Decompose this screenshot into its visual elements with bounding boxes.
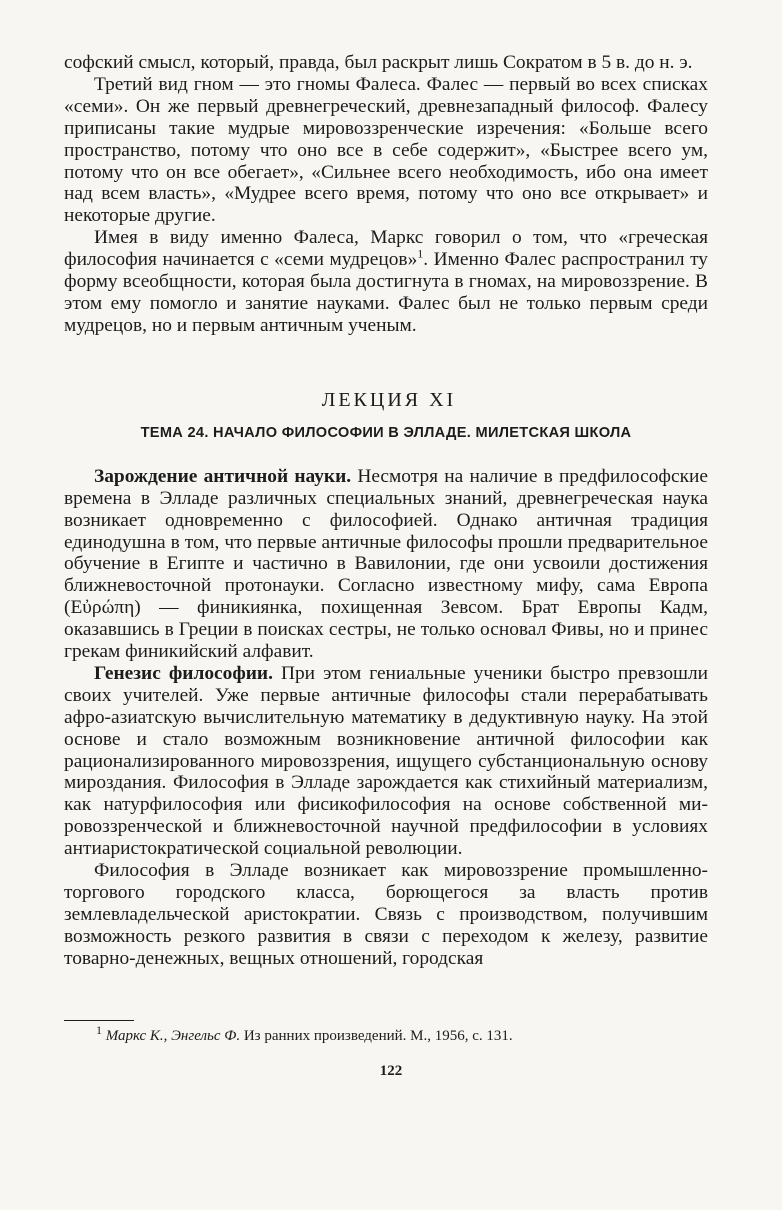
- theme-heading: ТЕМА 24. НАЧАЛО ФИЛОСОФИИ В ЭЛЛАДЕ. МИЛЕТСКАЯ ШКОЛА: [140, 424, 632, 441]
- thales-gnomes-paragraph: Третий вид гном — это гномы Фалеса. Фалес — первый во всех списках «семи». Он же первый древнегреческий, древнезападный философ. Фалесу приписаны такие мудрые мировоззренческие изречения: «Больше всего пространство, потому что оно все в себе содержит», «Быстрее всего ум, потому что он все обегает», «Сильнее всего необходимость, ибо она имеет над всем власть», «Мудрее всего время, потому что оно все открывает» и некоторые другие.: [64, 73, 708, 227]
- paragraph-text: Несмотря на наличие в предфилософские времена в Элладе различных специальных знаний, древнегреческая наука возникает одновременно с философией. Однако античная традиция единодушна в том, что первые античные философы прошли предварительное обучение в Египте и частично в Вавилонии, где они усвоили достижения ближневосточной протонауки. Согласно известному мифу, сама Европа (Εὐρώπη) — финикиянка, похищенная Зевсом. Брат Европы Кадм, оказавшись в Греции в поисках сестры, не только основал Фивы, но и принес грекам финикийский алфавит.: [64, 465, 708, 663]
- paragraph-text: . Именно Фалес распространил ту форму всеобщности, которая была достигнута в гномах, на мировоззрение. В этом ему помогло и занятие науками. Фалес был не только первым среди мудрецов, но и первым античным ученым.: [64, 249, 708, 336]
- paragraph-text: Имея в виду именно Фалеса, Маркс говорил о том, что «греческая философия начинается с «семи мудрецов»: [64, 227, 708, 271]
- footnote: [96, 1023, 513, 1045]
- origin-of-science-paragraph: [64, 466, 708, 663]
- footnote-divider: [64, 1020, 134, 1021]
- section-spacer: [64, 441, 708, 466]
- page-number: 122: [379, 1063, 403, 1079]
- section-lead: Генезис философии.: [94, 662, 273, 684]
- footnote-marker: 1: [96, 1023, 102, 1037]
- section-lead: Зарождение античной науки.: [94, 465, 352, 487]
- paragraph-text: При этом гениальные ученики быстро превзошли своих учителей. Уже первые античные философы стали перерабатывать афро-азиатскую вычислительную математику в дедуктивную науку. На этой основе и стало возможным возникновение античной философии как рационализированного мировоззрения, ищущего субстанциональную основу мироздания. Философия в Элладе зарождается как стихийный материализм, как натурфилософия или фисикофилософия на основе собственной мировоззренческой и ближневосточной научной предфилософии в условиях антиаристократической социальной революции.: [64, 662, 708, 860]
- lecture-heading: ЛЕКЦИЯ XI: [321, 388, 457, 411]
- footnote-text: Из ранних произведений. М., 1956, с. 131.: [240, 1028, 513, 1044]
- footnote-authors: Маркс К., Энгельс Ф.: [105, 1028, 241, 1044]
- footnote-reference[interactable]: 1: [417, 246, 424, 261]
- continued-paragraph: софский смысл, который, правда, был раскрыт лишь Сократом в 5 в. до н. э.: [64, 52, 693, 73]
- genesis-of-philosophy-paragraph: [64, 663, 708, 860]
- marx-on-thales-paragraph: [64, 227, 708, 337]
- philosophy-worldview-paragraph: Философия в Элладе возникает как мировоззрение промышленно-торгового городского класса, борющегося за власть против землевладельческой аристократии. Связь с производством, получившим возможность резкого развития в связи с переходом к железу, развитие товарно-денежных, вещных отношений, городская: [64, 860, 708, 969]
